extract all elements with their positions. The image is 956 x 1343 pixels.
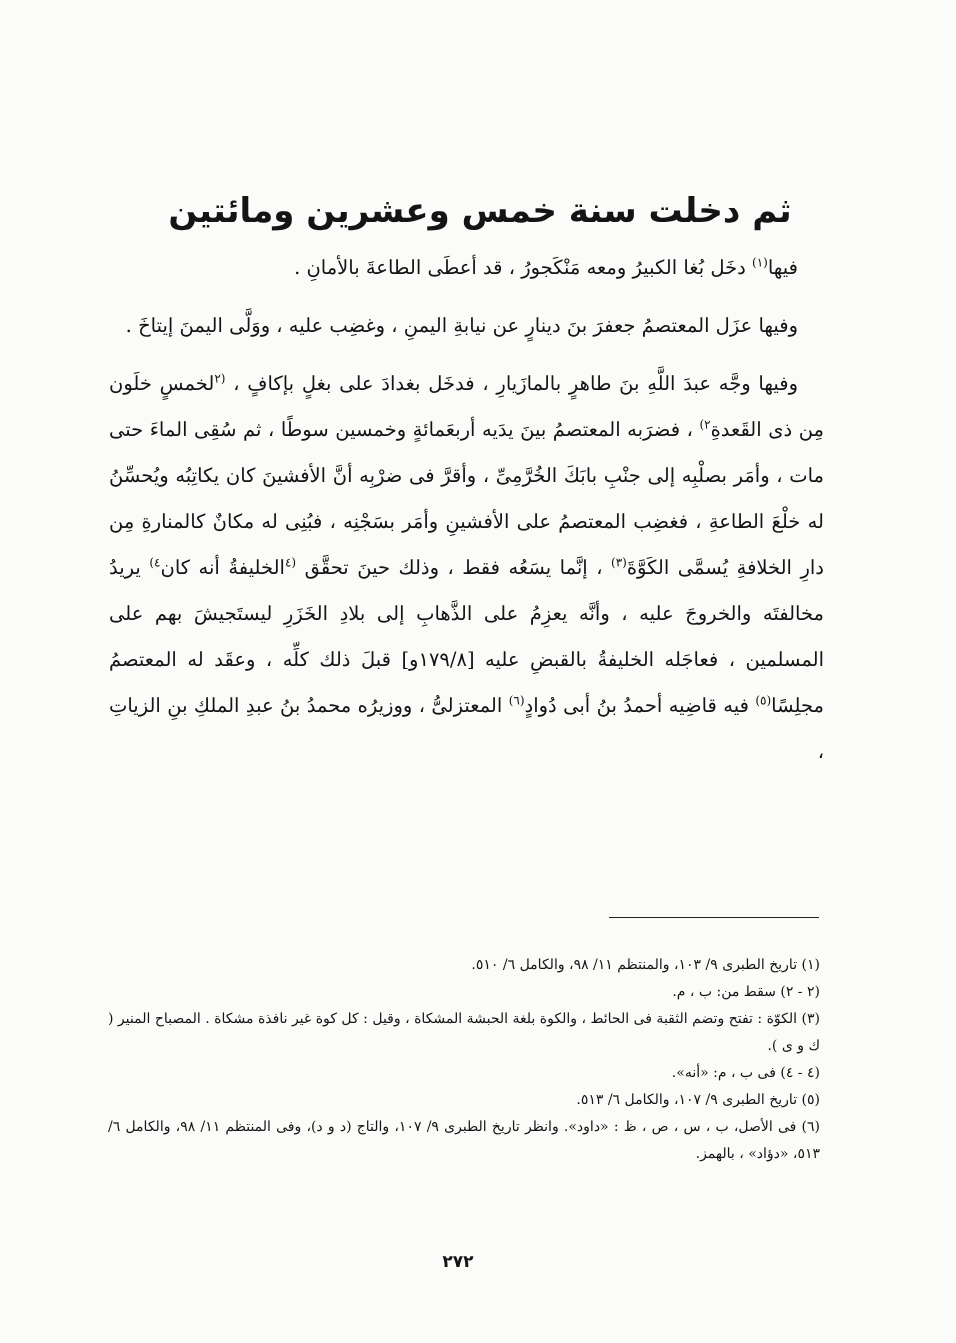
- footnote-ref: (٥): [755, 693, 772, 708]
- footnote-6: (٦) فى الأصل، ب ، س ، ص ، ظ : «داود». وانظر تاريخ الطبرى ٩/ ١٠٧، والتاج (د و د)، وفى المنتظم ١١/ ٩٨، والكامل ٦/ ٥١٣، «دؤاد» ، بالهمز.: [108, 1119, 820, 1162]
- footnote-separator: [609, 917, 819, 918]
- footnote-ref: (٦): [508, 693, 525, 708]
- paragraph-2: [109, 303, 824, 349]
- paragraph-3: [109, 361, 824, 775]
- text-run: وفيها وجَّه عبدَ اللَّهِ بنَ طاهرٍ بالمازَيارِ ، فدخَل بغدادَ على بغلٍ بإكافٍ ،: [225, 372, 798, 395]
- text-run: المعتزلىُّ ، ووزيرُه محمدُ بنُ عبدِ الملكِ بنِ الزياتِ ،: [109, 694, 824, 763]
- footnote-1: (١) تاريخ الطبرى ٩/ ١٠٣، والمنتظم ١١/ ٩٨، والكامل ٦/ ٥١٠.: [471, 957, 820, 973]
- text-run: فيه قاضِيه أحمدُ بنُ أبى دُوادٍ: [524, 694, 756, 717]
- footnote-4: (٤ - ٤) فى ب ، م: «أنه».: [671, 1065, 820, 1081]
- footnote-ref: ٢): [699, 417, 711, 432]
- footnote-ref: (١): [752, 255, 768, 270]
- footnote-ref: (٤: [284, 555, 297, 570]
- footnote-ref: (٢: [214, 371, 226, 386]
- chapter-title: ثم دخلت سنة خمس وعشرين ومائتين: [168, 190, 792, 231]
- text-run: لخمسٍ خلَون مِن ذى القَعدةِ: [109, 372, 824, 441]
- main-text: [109, 245, 824, 775]
- footnote-3: (٣) الكوّة : تفتح وتضم الثقبة فى الحائط ، والكوة بلغة الحبشة المشكاة ، وقيل : كل كوة غير نافذة مشكاة . المصباح المنير ( ك و ى ).: [108, 1011, 820, 1054]
- text-run: الخليفةُ أنه كان: [160, 556, 285, 579]
- page-number: ٢٧٢: [442, 1252, 474, 1272]
- text-run: وفيها عزَل المعتصمُ جعفرَ بنَ دينارٍ عن نيابةِ اليمنِ ، وغضِب عليه ، ووَلَّى اليمنَ إيتاخَ .: [125, 314, 798, 337]
- text-run: يريدُ مخالفتَه والخروجَ عليه ، وأنَّه يعزِمُ على الذَّهابِ إلى بلادِ الخَزَرِ ليستَجيشَ بهم على المسلمين ، فعاجَله الخليفةُ بالقبضِ عليه [١٧٩/٨و] قبلَ ذلك كلِّه ، وعقَد له المعتصمُ مجلِسًا: [109, 556, 824, 717]
- footnotes: [108, 952, 820, 1168]
- footnote-2: (٢ - ٢) سقط من: ب ، م.: [672, 984, 820, 1000]
- text-run: ، إنَّما يسَعُه فقط ، وذلك حينَ تحقَّق: [296, 556, 612, 579]
- footnote-ref: (٣): [611, 555, 627, 570]
- text-run: دخَل بُغا الكبيرُ ومعه مَنْكَجورُ ، قد أعطَى الطاعةَ بالأمانِ .: [294, 256, 753, 279]
- paragraph-1: [109, 245, 824, 291]
- footnote-ref: ٤): [149, 555, 161, 570]
- footnote-5: (٥) تاريخ الطبرى ٩/ ١٠٧، والكامل ٦/ ٥١٣.: [576, 1092, 820, 1108]
- text-run: ، فضرَبه المعتصمُ بينَ يدَيه أربعَمائةٍ وخمسين سوطًا ، ثم سُقِى الماءَ حتى مات ، وأمَر بصلْبِه إلى جنْبِ بابَكَ الخُرَّمِىِّ ، وأقرَّ فى ضرْبِه أنَّ الأفشينَ كان يكاتِبُه ويُحسِّنُ له خلْعَ الطاعةِ ، فغضِب المعتصمُ على الأفشينِ وأمَر بسَجْنِه ، فبُنِى له مكانٌ كالمنارةِ مِن دارِ الخلافةِ يُسمَّى الكَوَّةَ: [109, 418, 824, 579]
- text-run: فيها: [767, 256, 798, 279]
